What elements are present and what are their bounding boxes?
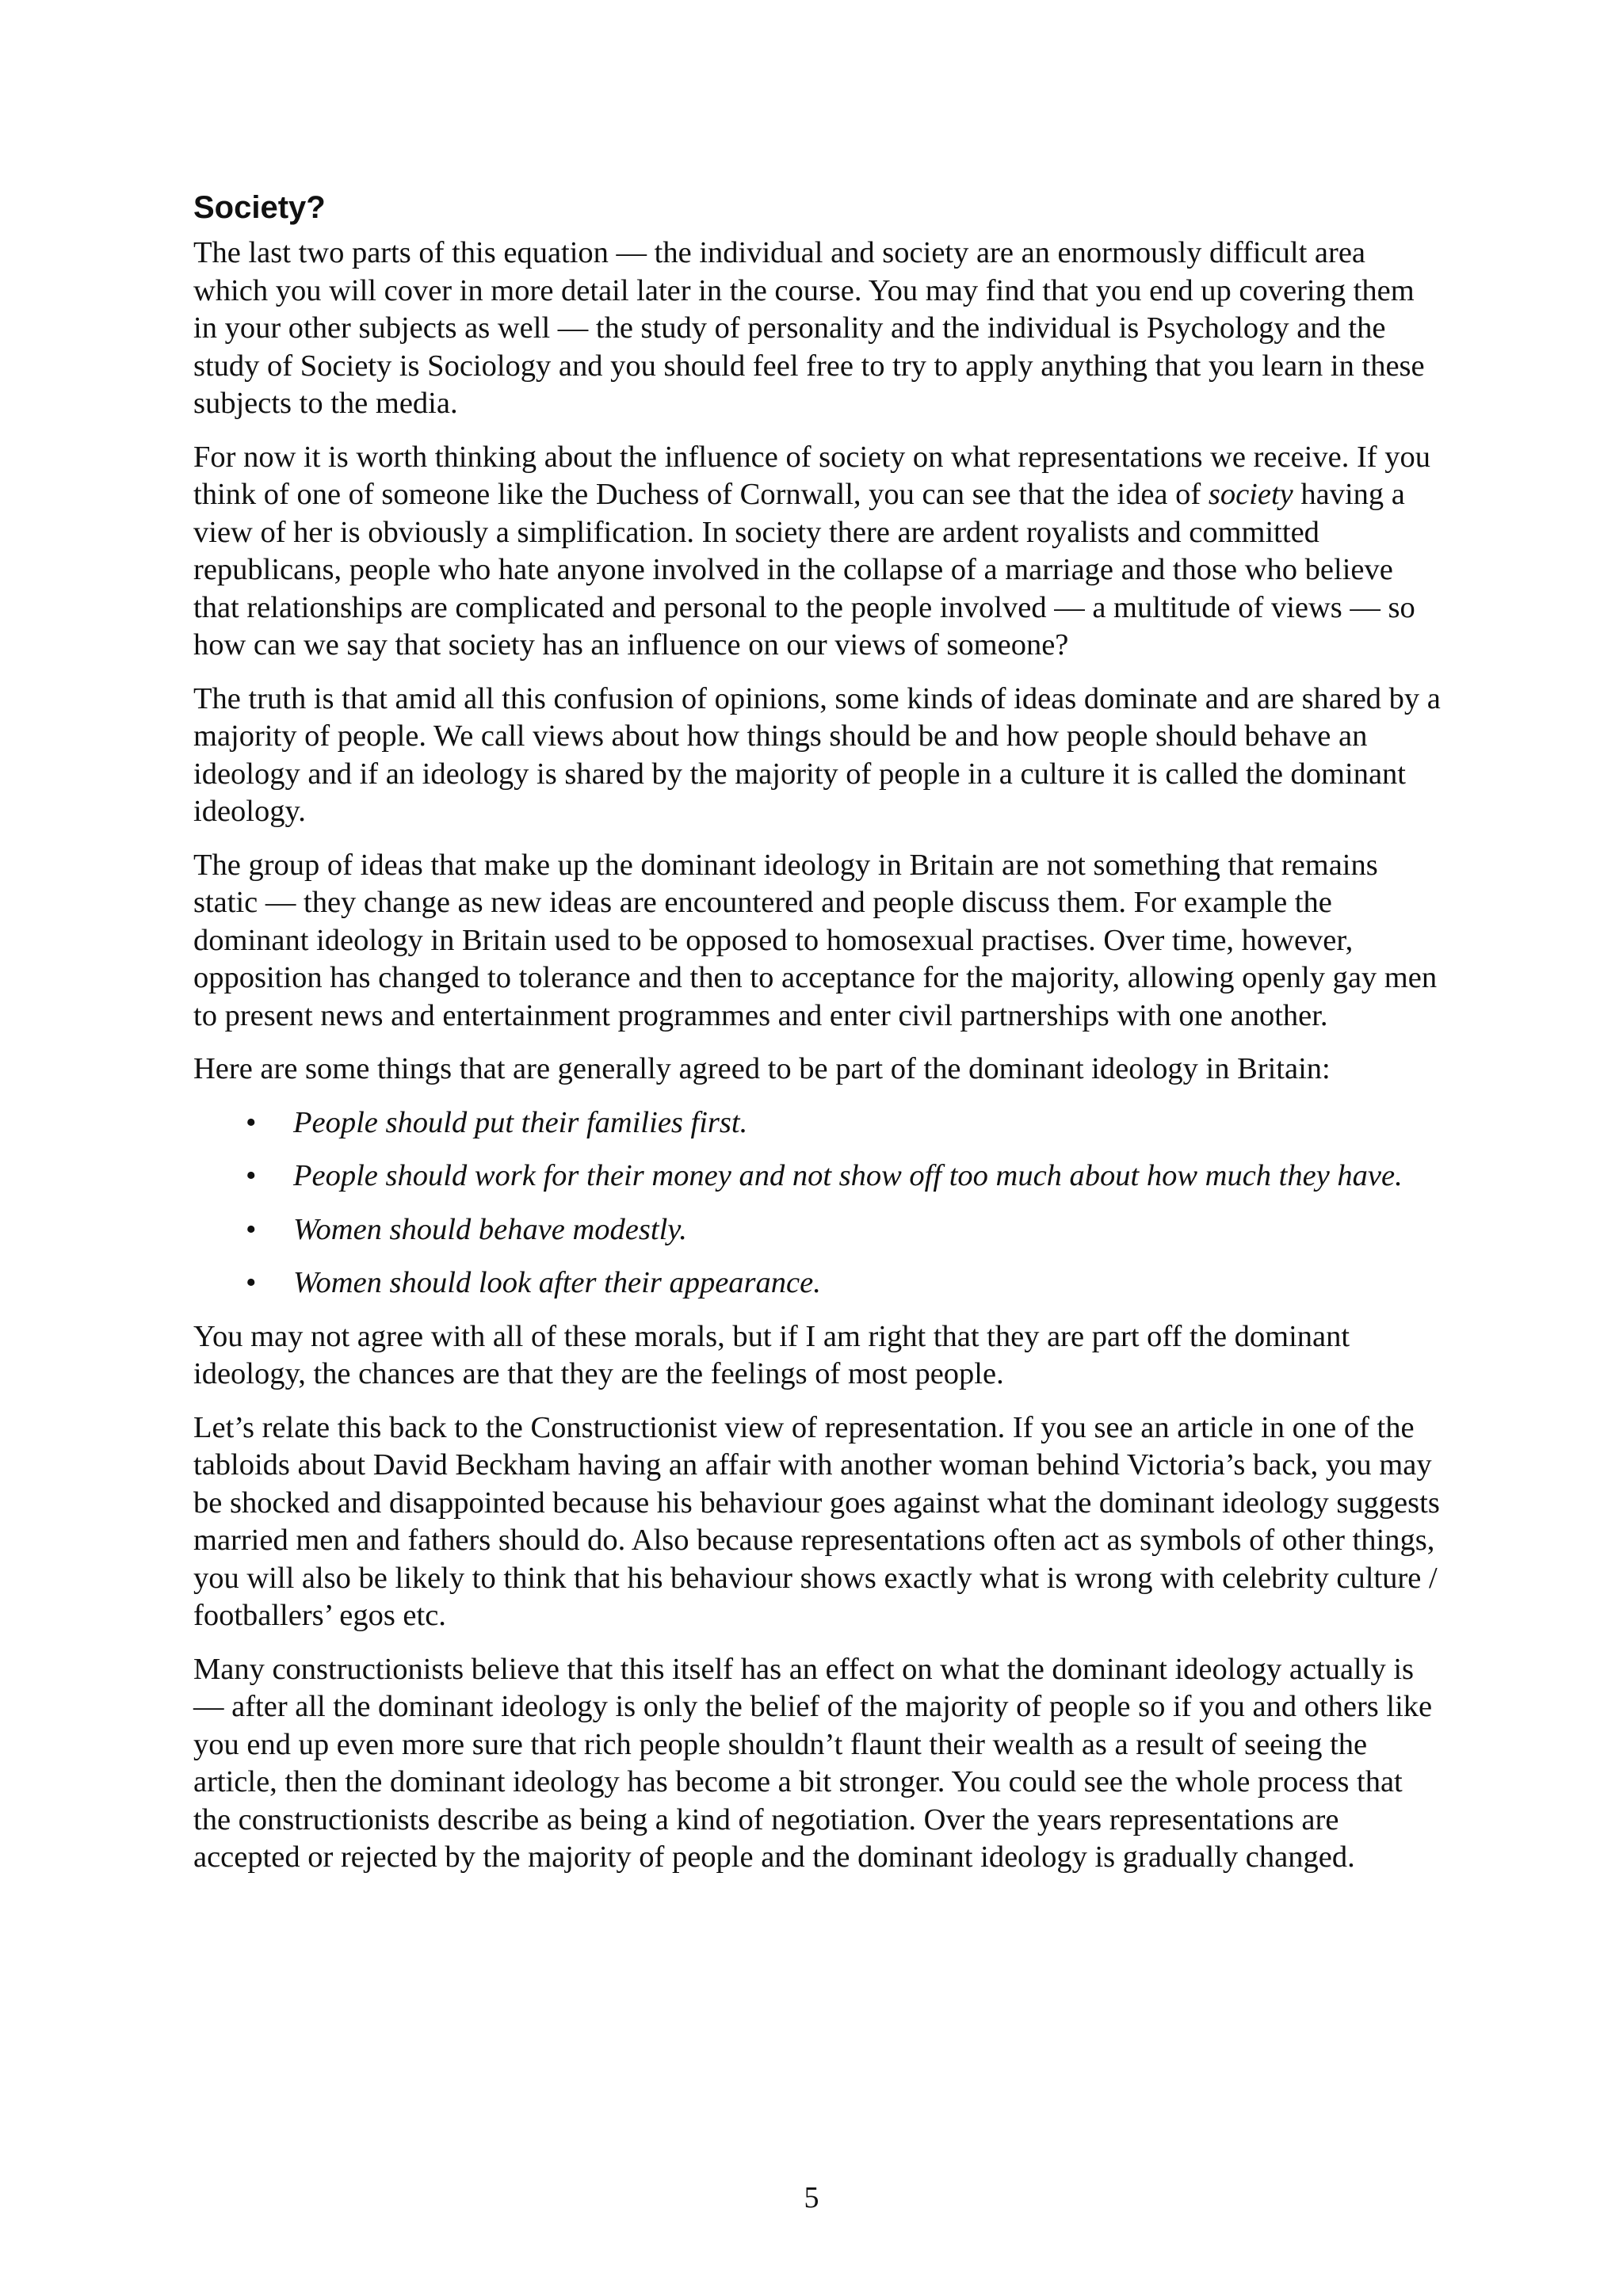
bullet-icon: • bbox=[246, 1159, 257, 1192]
page-number: 5 bbox=[804, 2181, 819, 2214]
list-item bbox=[193, 1104, 1445, 1142]
paragraph-text: For now it is worth thinking about the influence of society on what representations we receive. If you think of one of someone like the Duchess of Cornwall, you can see that the idea of bbox=[193, 440, 1430, 511]
list-item bbox=[193, 1158, 1445, 1196]
paragraph-influence-of-society bbox=[193, 439, 1445, 665]
list-item-text: People should put their families first. bbox=[293, 1105, 748, 1139]
section-heading: Society? bbox=[193, 190, 326, 225]
bullet-icon: • bbox=[246, 1266, 257, 1299]
paragraph-dominant-ideology-definition: The truth is that amid all this confusion of opinions, some kinds of ideas dominate and are shared by a majority of people. We call views about how things should be and how people should behave an ideology and if an ideology is shared by the majority of people in a culture it is called the dominant ideology. bbox=[193, 681, 1441, 828]
list-item bbox=[193, 1211, 1445, 1249]
list-item-text: People should work for their money and not show off too much about how much they have. bbox=[293, 1159, 1403, 1192]
paragraph-morals: You may not agree with all of these morals, but if I am right that they are part off the dominant ideology, the chances are that they are the feelings of most people. bbox=[193, 1319, 1350, 1390]
emphasized-word: society bbox=[1208, 478, 1293, 511]
list-item bbox=[193, 1264, 1445, 1302]
ideology-bullet-list bbox=[193, 1104, 1445, 1302]
paragraph-list-intro: Here are some things that are generally agreed to be part of the dominant ideology in Britain: bbox=[193, 1052, 1331, 1085]
paragraph-ideology-changes: The group of ideas that make up the dominant ideology in Britain are not something that remains static — they change as new ideas are encountered and people discuss them. For example the dominant ideology in Britain used to be opposed to homosexual practises. Over time, however, opposition has changed to tolerance and then to acceptance for the majority, allowing openly gay men to present news and entertainment programmes and enter civil partnerships with one another. bbox=[193, 848, 1438, 1032]
bullet-icon: • bbox=[246, 1105, 257, 1139]
paragraph-constructionist-example: Let’s relate this back to the Constructionist view of representation. If you see an article in one of the tabloids about David Beckham having an affair with another woman behind Victoria’s back, you may be shocked and disappointed because his behaviour goes against what the dominant ideology suggests married men and fathers should do. Also because representations often act as symbols of other things, you will also be likely to think that his behaviour shows exactly what is wrong with celebrity culture / footballers’ egos etc. bbox=[193, 1410, 1440, 1632]
paragraph-negotiation: Many constructionists believe that this itself has an effect on what the dominant ideology actually is — after all the dominant ideology is only the belief of the majority of people so if you and others like you end up even more sure that rich people shouldn’t flaunt their wealth as a result of seeing the article, then the dominant ideology has become a bit stronger. You could see the whole process that the constructionists describe as being a kind of negotiation. Over the years representations are accepted or rejected by the majority of people and the dominant ideology is gradually changed. bbox=[193, 1652, 1433, 1874]
paragraph-text: having a view of her is obviously a simplification. In society there are ardent royalists and committed republicans, people who hate anyone involved in the collapse of a marriage and those who believe that relationships are complicated and personal to the people involved — a multitude of views — so how can we say that society has an influence on our views of someone? bbox=[193, 478, 1415, 662]
list-item-text: Women should behave modestly. bbox=[293, 1212, 687, 1246]
list-item-text: Women should look after their appearance. bbox=[293, 1266, 821, 1299]
paragraph-individual-and-society: The last two parts of this equation — the individual and society are an enormously difficult area which you will cover in more detail later in the course. You may find that you end up covering them in your other subjects as well — the study of personality and the individual is Psychology and the study of Society is Sociology and you should feel free to try to apply anything that you learn in these subjects to the media. bbox=[193, 236, 1425, 420]
bullet-icon: • bbox=[246, 1212, 257, 1246]
page-content bbox=[193, 189, 1445, 1893]
